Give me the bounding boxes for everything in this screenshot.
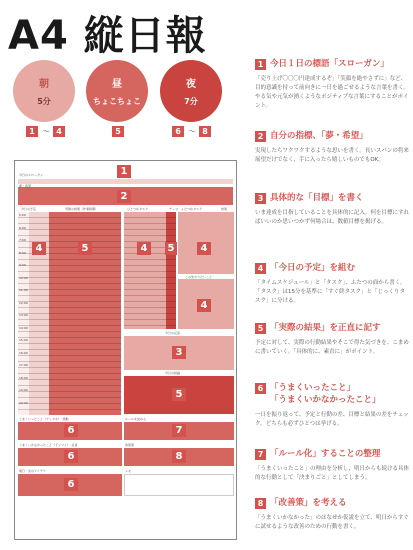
range-separator: 〜: [188, 127, 196, 136]
phase-name: 夜: [186, 79, 196, 90]
section-4-marker: 4: [137, 242, 151, 255]
section-title: 今日１日の標語「スローガン」: [270, 59, 389, 69]
section-title: 「うまくいったこと」 「うまくいかなかったこと」: [270, 383, 381, 405]
phase-night-circle: [160, 60, 222, 122]
section-body: 「うまくいかなかった」のはなぜか仮説を立て、明日からすぐに試せるような改善のための行動を書く。: [255, 515, 409, 530]
section-number-badge: 7: [255, 449, 266, 460]
hour-label: 6:00: [19, 225, 26, 230]
section-body: 予定に対して、実際の行動結果やそこで得た気づきを、こまめに書いていく。「具体的に、素直に」がポイント。: [255, 340, 409, 355]
section-3-marker: 3: [172, 346, 186, 359]
section-number-badge: 8: [255, 498, 266, 509]
diary-sheet: [14, 160, 237, 540]
section-title: 「実際の結果」を正直に記す: [270, 323, 381, 333]
section-body: 「タイムスケジュール」と「タスク」、ふたつの面から書く。「タスク」は15分を基準に「すぐ終タスク」と「じっくりタスク」に分ける。: [255, 280, 406, 304]
page-title: A4 縦日報: [8, 13, 207, 59]
section-title: 自分の指標、「夢・希望」: [270, 131, 368, 141]
range-start-badge: 1: [26, 126, 38, 137]
section-number-badge: 6: [255, 383, 266, 394]
section-number-badge: 3: [255, 193, 266, 204]
range-start-badge: 6: [172, 126, 184, 137]
section-title: 「改善策」を考える: [270, 498, 347, 508]
col-plan-label: 今日の予定: [21, 207, 37, 211]
hour-label: 16:00: [19, 350, 28, 355]
hour-label: 7:00: [19, 238, 26, 242]
hour-label: 10:00: [19, 275, 28, 280]
section-4-marker: 4: [197, 242, 211, 255]
col-result2-label: 結果: [221, 207, 228, 211]
section-body: 「うまくいったこと」の理由を分析し、明日からも続ける具体的な行動として「決まりごと」としてしまう。: [255, 466, 410, 481]
section-8-marker: 8: [172, 450, 186, 463]
phase-time: 7分: [184, 97, 198, 106]
section-6-marker: 6: [64, 424, 78, 437]
hour-label: 20:00: [19, 400, 28, 405]
range-end-badge: 8: [199, 126, 211, 137]
section-number-badge: 1: [255, 59, 266, 70]
phase-time: ちょこちょこ: [93, 97, 141, 106]
memo-area: [124, 474, 234, 496]
goal-label: 夢・希望: [19, 184, 32, 188]
section-7-marker: 7: [172, 424, 186, 437]
slogan-label: 今日のスローガン: [19, 173, 43, 177]
section-1-marker: 1: [117, 165, 131, 178]
section-title: 「今日の予定」を組む: [270, 263, 356, 273]
section-6-marker: 6: [64, 478, 78, 491]
section-title: 具体的な「目標」を書く: [270, 193, 364, 203]
task1-column: [124, 212, 166, 329]
hour-label: 15:00: [19, 338, 28, 342]
slogan-row: [18, 179, 233, 184]
phase-name: 朝: [39, 79, 49, 90]
hour-label: 11:00: [19, 288, 28, 292]
col-task1-label: ひとつめタスク: [127, 207, 148, 211]
hour-label: 9:00: [19, 263, 26, 267]
hour-label: 14:00: [19, 325, 28, 330]
section-4-marker: 4: [32, 242, 46, 255]
wish-label: この先やりたいこと: [185, 275, 213, 279]
hour-label: 12:00: [19, 300, 28, 305]
rule-label: ルールを決める: [125, 417, 146, 421]
range-end-badge: 4: [53, 126, 65, 137]
explanation-2: [255, 130, 410, 165]
explanation-1: [255, 58, 410, 111]
section-5-marker: 5: [165, 242, 177, 255]
hour-label: 17:00: [19, 363, 28, 367]
col-task2-label: ふたつめタスク: [181, 207, 203, 211]
hour-label: 13:00: [19, 313, 28, 317]
hour-label: 8:00: [19, 250, 26, 255]
explanation-4: [255, 262, 410, 306]
explanation-3: [255, 192, 410, 227]
memo-label: メモ: [125, 469, 132, 473]
col-result-label: 実際の結果（作業時間）: [65, 207, 99, 211]
good-label: うまくいったこと（ヤッタネ）・感動: [19, 417, 69, 421]
explanation-7: [255, 448, 410, 483]
explanation-5: [255, 322, 410, 357]
section-body: 実現したらワクワクするような思いを書く。長いスパンの将来展望だけでなく、手に入ったら嬉しいものでもOK。: [255, 148, 409, 163]
phase-morning-circle: [13, 60, 75, 122]
section-body: 「売り上げ〇〇〇円達成するぞ」「笑顔を絶やさずに」など、目的意識を持って前向きに一日を過ごせるような言葉を書く。やる気や元気が湧くようなポジティブな言葉にすることがポイント。: [255, 76, 409, 109]
theme-column: [166, 212, 176, 329]
section-2-marker: 2: [117, 190, 131, 203]
section-5-marker: 5: [172, 388, 186, 401]
section-body: いま達成を目指していることを具体的に記入。何を目標にすればいいのか思いつかず何場合は、数値目標を掲げる。: [255, 210, 410, 225]
section-title: 「ルール化」することの整理: [270, 449, 381, 459]
section-number-badge: 5: [255, 323, 266, 334]
improve-label: 改善策: [125, 443, 135, 447]
range-separator: 〜: [42, 127, 50, 136]
range-badge: 5: [112, 126, 124, 137]
reflection-label: 今日の反省: [165, 331, 181, 335]
hour-label: 18:00: [19, 375, 28, 380]
next-idea-label: 明日・次のアイデア: [19, 469, 46, 473]
hour-label: 19:00: [19, 388, 28, 392]
section-number-badge: 2: [255, 131, 266, 142]
hour-label: 5:00: [19, 213, 26, 217]
bad-label: うまくいかなかったこと（ドンマイ）・反省: [19, 443, 78, 447]
explanation-8: [255, 497, 410, 532]
col-theme-label: テーマ: [169, 207, 179, 211]
section-4-marker: 4: [197, 299, 211, 312]
section-6-marker: 6: [64, 450, 78, 463]
section-5-marker: 5: [78, 242, 92, 255]
phase-time: 5分: [37, 97, 51, 106]
section-body: 一日を振り返って、予定と行動の差、目標と結果の差をチェック。どちらも必ずひとつは挙げる。: [255, 412, 409, 427]
explanation-6: [255, 382, 410, 429]
section-number-badge: 4: [255, 263, 266, 274]
conclusion-label: 今日の結論: [165, 371, 181, 375]
phase-noon-circle: [86, 60, 148, 122]
phase-name: 昼: [112, 79, 122, 90]
